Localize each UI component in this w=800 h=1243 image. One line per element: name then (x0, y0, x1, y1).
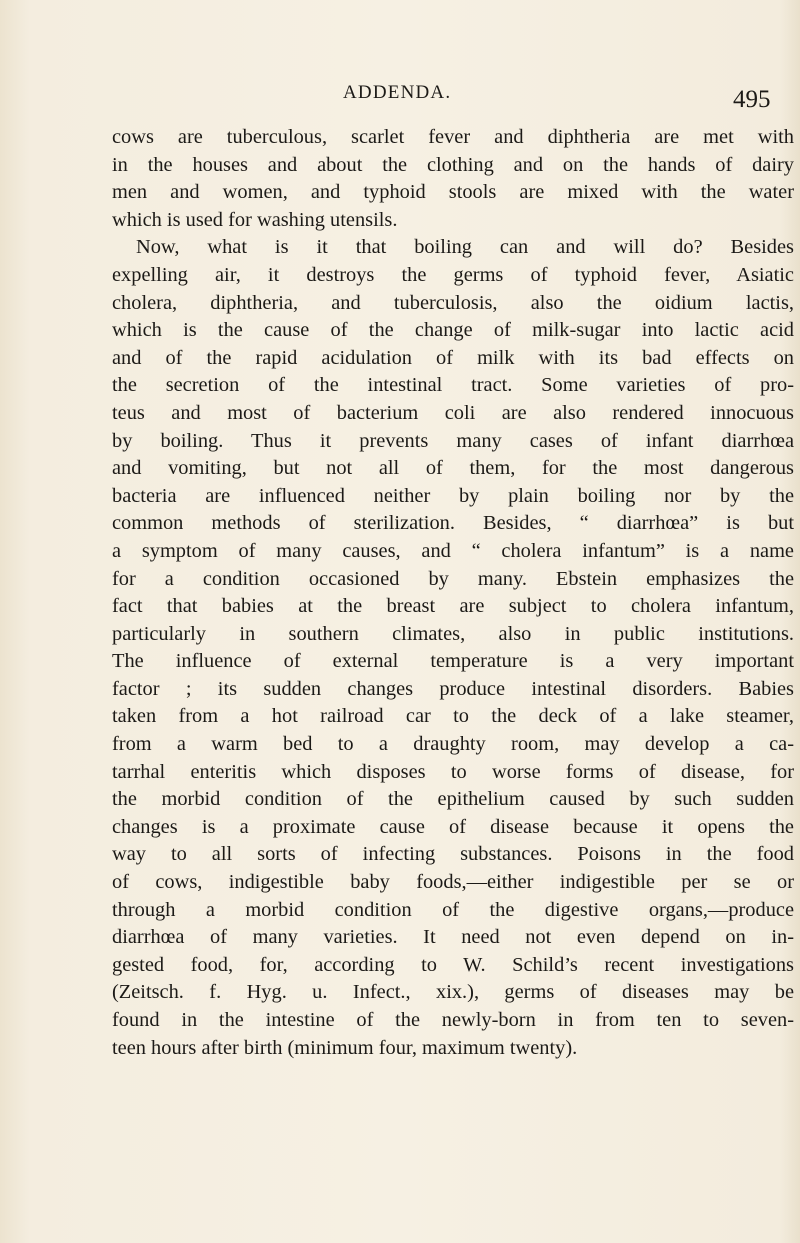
text-line: from a warm bed to a draughty room, may develop a ca- (112, 733, 794, 756)
text-line: way to all sorts of infecting substances. Poisons in the food (112, 843, 794, 866)
text-line: bacteria are influenced neither by plain boiling nor by the (112, 484, 794, 507)
text-line: diarrhœa of many varieties. It need not even depend on in- (112, 926, 794, 949)
text-line: teus and most of bacterium coli are also rendered innocuous (112, 401, 794, 424)
text-line: expelling air, it destroys the germs of typhoid fever, Asiatic (112, 263, 794, 286)
text-line: teen hours after birth (minimum four, maximum twenty). (112, 1036, 578, 1059)
text-line: found in the intestine of the newly-born in from ten to seven- (112, 1009, 794, 1031)
text-line: tarrhal enteritis which disposes to worse forms of disease, for (112, 760, 794, 783)
text-line: the morbid condition of the epithelium caused by such sudden (112, 788, 794, 811)
text-line: the secretion of the intestinal tract. Some varieties of pro- (112, 374, 794, 397)
text-line: cholera, diphtheria, and tuberculosis, also the oidium lactis, (112, 291, 794, 314)
text-line: gested food, for, according to W. Schild’s recent investigations (112, 953, 794, 976)
text-line: by boiling. Thus it prevents many cases of infant diarrhœa (112, 429, 794, 452)
text-line: a symptom of many causes, and “ cholera infantum” is a name (112, 539, 794, 562)
text-line: which is used for washing utensils. (112, 208, 398, 231)
text-line: and of the rapid acidulation of milk with its bad effects on (112, 346, 794, 369)
text-line: cows are tuberculous, scarlet fever and diphtheria are met with (112, 126, 794, 148)
text-line: fact that babies at the breast are subject to cholera infantum, (112, 595, 794, 618)
text-line: in the houses and about the clothing and on the hands of dairy (112, 153, 794, 176)
text-line: factor ; its sudden changes produce intestinal disorders. Babies (112, 677, 794, 700)
text-line: Now, what is it that boiling can and will do? Besides (136, 236, 794, 259)
page-number: 495 (733, 86, 771, 113)
running-head: ADDENDA. (343, 82, 452, 103)
text-line: common methods of sterilization. Besides, “ diarrhœa” is but (112, 512, 794, 535)
body-text (112, 124, 794, 1062)
text-line: and vomiting, but not all of them, for the most dangerous (112, 457, 794, 480)
text-line: (Zeitsch. f. Hyg. u. Infect., xix.), germs of diseases may be (112, 981, 794, 1004)
text-line: through a morbid condition of the digestive organs,—produce (112, 898, 794, 921)
text-line: taken from a hot railroad car to the deck of a lake steamer, (112, 705, 794, 728)
text-line: particularly in southern climates, also in public institutions. (112, 622, 794, 645)
text-line: of cows, indigestible baby foods,—either indigestible per se or (112, 871, 794, 894)
text-line: which is the cause of the change of milk-sugar into lactic acid (112, 319, 794, 342)
text-line: for a condition occasioned by many. Ebstein emphasizes the (112, 567, 794, 590)
page-header (0, 82, 800, 118)
text-line: The influence of external temperature is a very important (112, 650, 794, 673)
text-line: changes is a proximate cause of disease because it opens the (112, 815, 794, 838)
text-line: men and women, and typhoid stools are mixed with the water (112, 181, 794, 204)
